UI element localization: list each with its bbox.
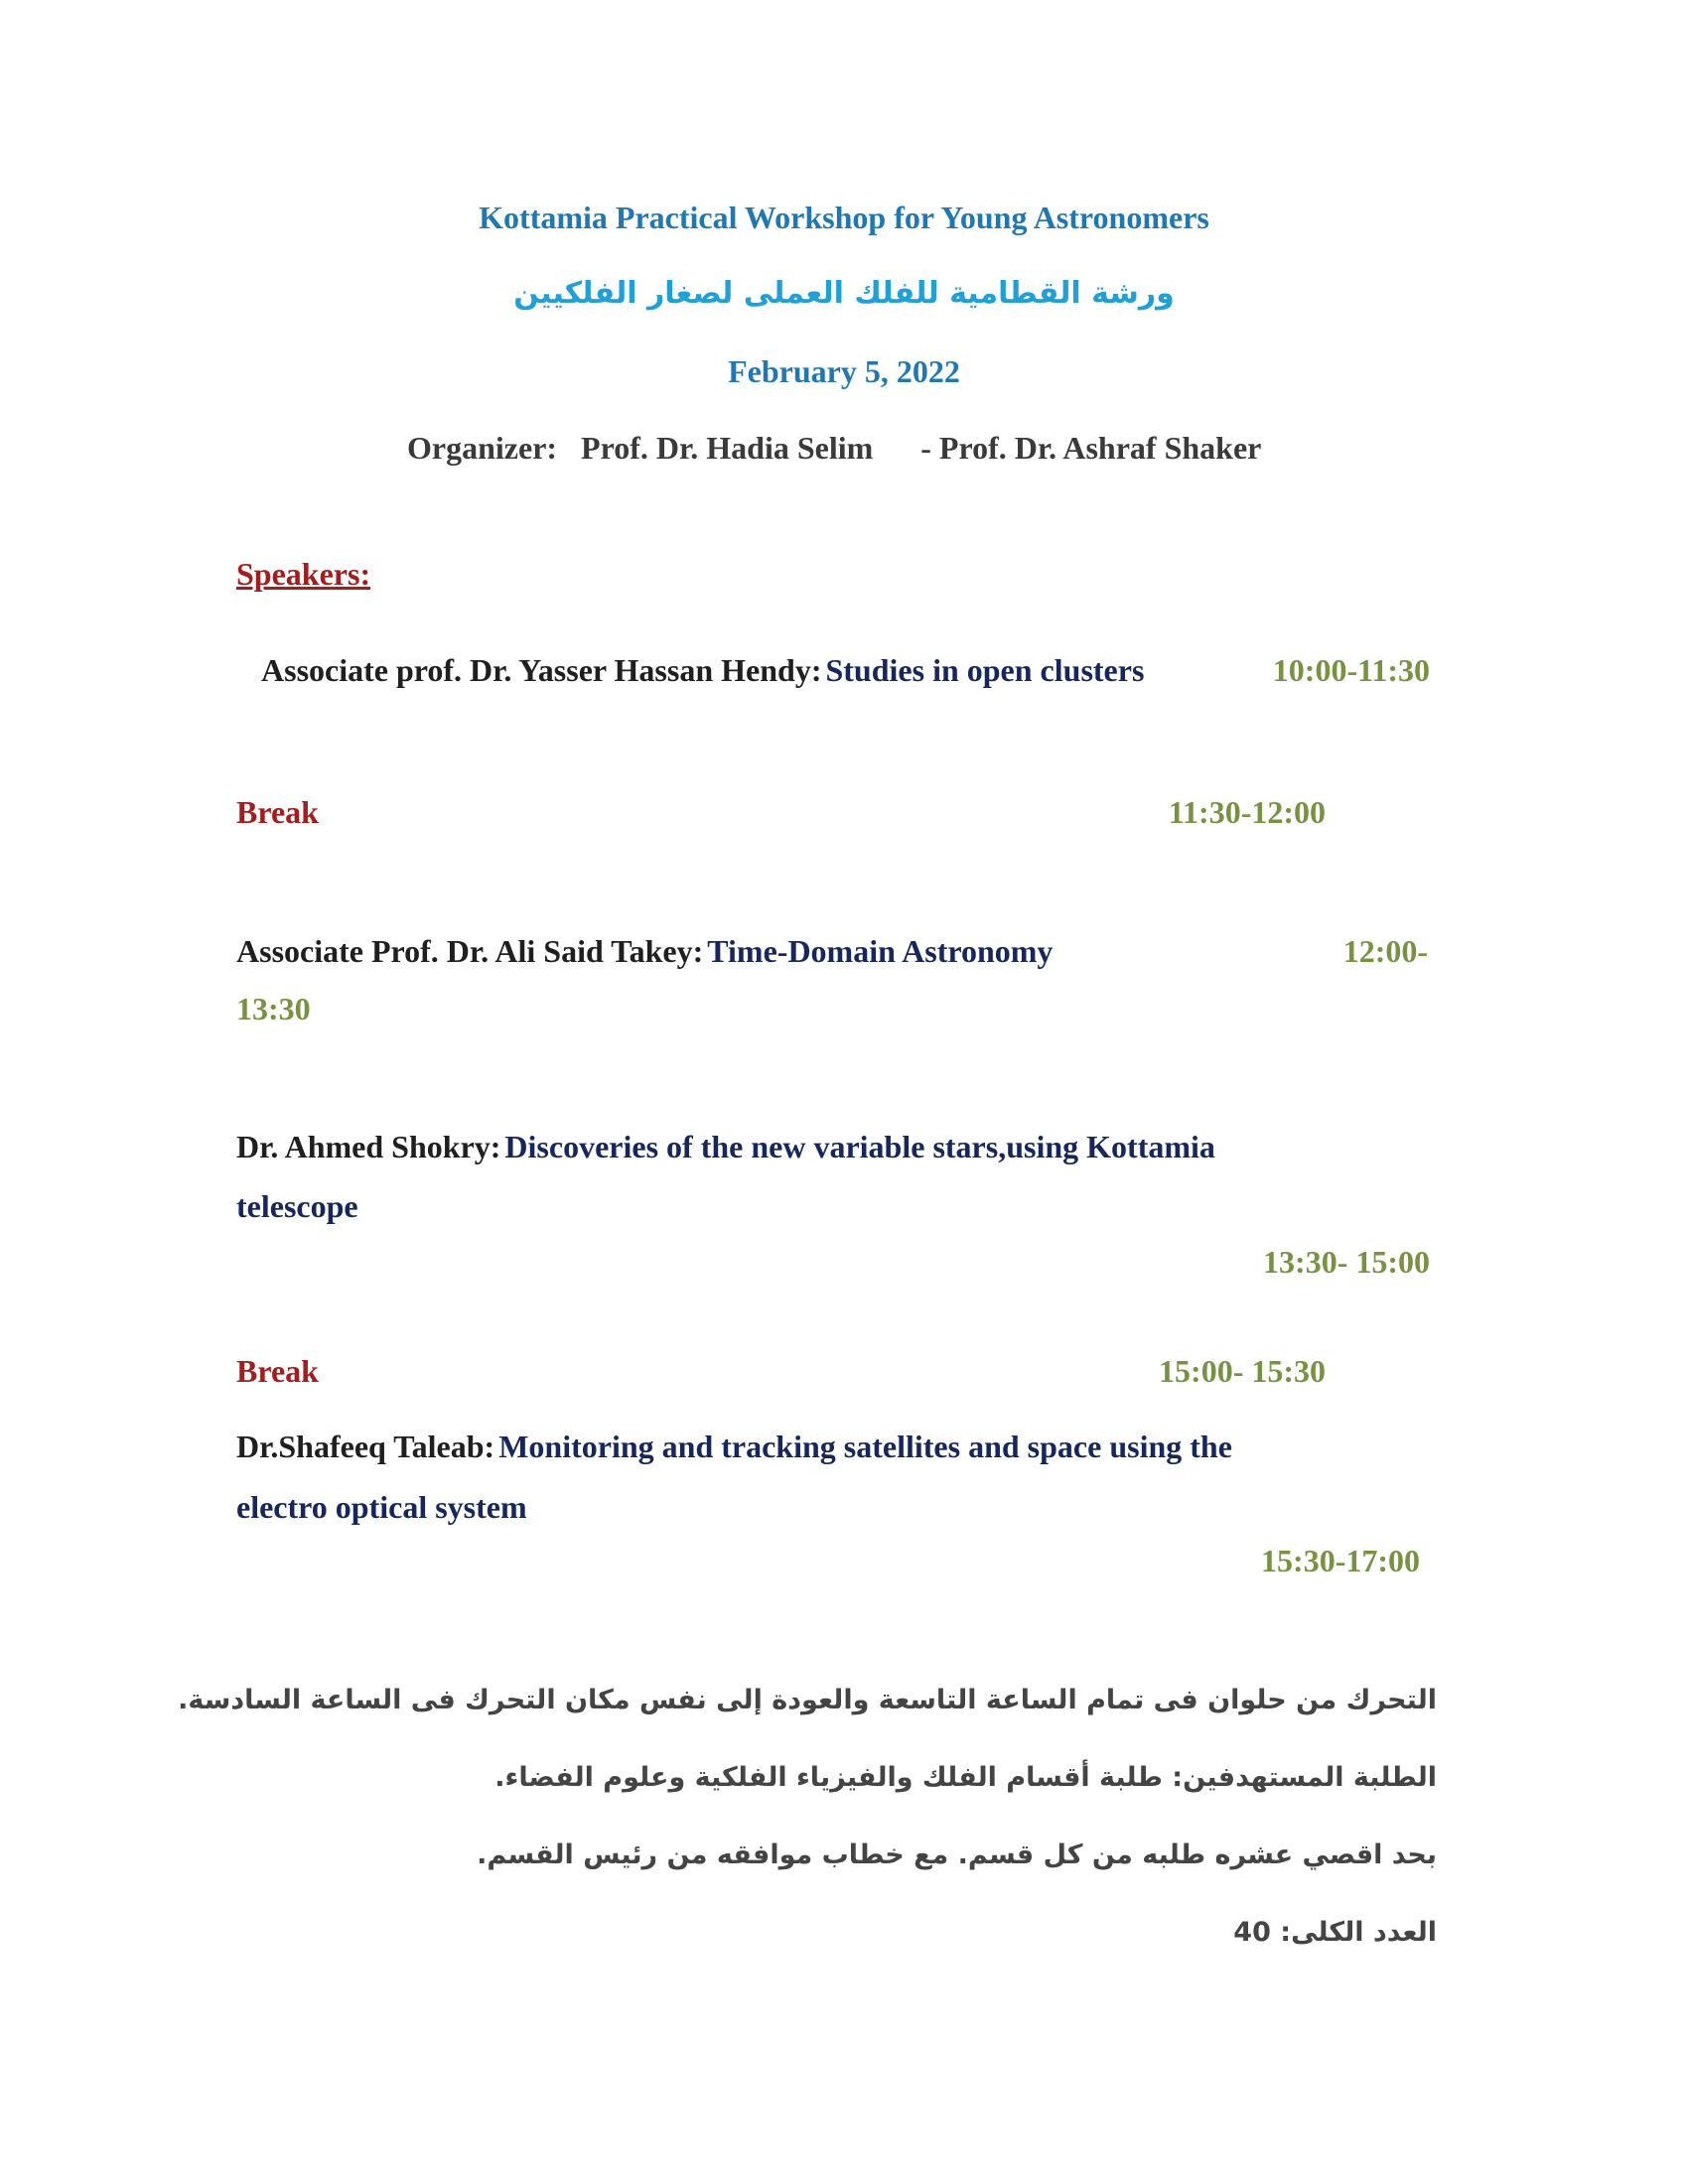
workshop-title-ar: ورشة القطامية للفلك العملى لصغار الفلكيين xyxy=(513,276,1175,311)
organizer-line xyxy=(407,430,1261,467)
session-3-topic-line-1: Discoveries of the new variable stars,using Kottamia xyxy=(504,1129,1215,1164)
session-4 xyxy=(236,1429,1232,1465)
organizer-name-1: Prof. Dr. Hadia Selim xyxy=(581,430,874,466)
break-2-label: Break xyxy=(236,1353,319,1389)
note-departure: التحرك من حلوان فى تمام الساعة التاسعة والعودة إلى نفس مكان التحرك فى الساعة السادسة. xyxy=(178,1685,1437,1715)
organizer-label: Organizer: xyxy=(407,430,558,466)
session-2-topic: Time-Domain Astronomy xyxy=(707,933,1054,969)
session-4-topic-line-2: electro optical system xyxy=(236,1489,527,1525)
session-3-topic-line-2: telescope xyxy=(236,1188,358,1224)
session-1-speaker: Associate prof. Dr. Yasser Hassan Hendy: xyxy=(261,652,822,688)
session-2 xyxy=(236,933,1053,970)
note-target-students: الطلبة المستهدفين: طلبة أقسام الفلك والفيزياء الفلكية وعلوم الفضاء. xyxy=(494,1762,1437,1793)
session-4-time: 15:30-17:00 xyxy=(1261,1543,1420,1578)
session-4-topic-line-1: Monitoring and tracking satellites and space using the xyxy=(498,1429,1232,1464)
session-1-time: 10:00-11:30 xyxy=(1272,652,1430,688)
session-2-time-start: 12:00- xyxy=(1342,933,1428,969)
session-1-topic: Studies in open clusters xyxy=(825,652,1145,688)
break-1-time: 11:30-12:00 xyxy=(1168,794,1326,830)
break-2-time: 15:00- 15:30 xyxy=(1159,1353,1326,1389)
session-2-time-end: 13:30 xyxy=(236,991,311,1026)
workshop-title-en: Kottamia Practical Workshop for Young Astronomers xyxy=(479,200,1209,235)
session-4-speaker: Dr.Shafeeq Taleab: xyxy=(236,1429,495,1464)
workshop-date: February 5, 2022 xyxy=(728,353,960,389)
session-1 xyxy=(261,652,1144,689)
break-1-label: Break xyxy=(236,794,319,830)
session-3-time: 13:30- 15:00 xyxy=(1263,1244,1430,1280)
note-total-count: العدد الكلى: 40 xyxy=(1233,1917,1437,1948)
speakers-heading: Speakers: xyxy=(236,556,371,592)
note-max-students: بحد اقصي عشره طلبه من كل قسم. مع خطاب موافقه من رئيس القسم. xyxy=(477,1840,1437,1870)
organizer-name-2: - Prof. Dr. Ashraf Shaker xyxy=(920,430,1262,466)
session-3-speaker: Dr. Ahmed Shokry: xyxy=(236,1129,501,1164)
session-2-speaker: Associate Prof. Dr. Ali Said Takey: xyxy=(236,933,704,969)
session-3 xyxy=(236,1129,1215,1165)
